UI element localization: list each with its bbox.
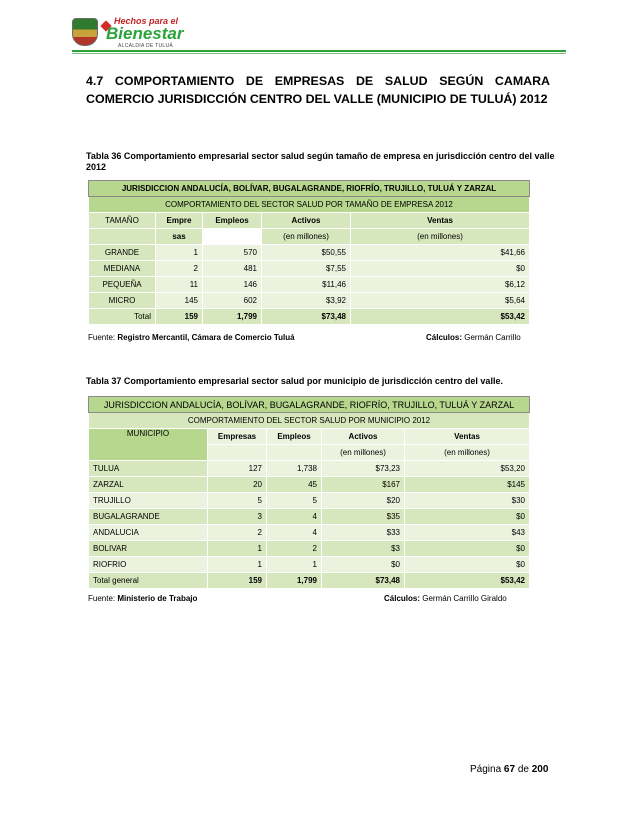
cell-ventas: $43 (405, 525, 530, 541)
cell-empresas: 1 (208, 557, 267, 573)
cell-activos: $7,55 (262, 261, 351, 277)
table-row (89, 245, 530, 261)
cell-empleos: 481 (203, 261, 262, 277)
cell-empleos: 2 (267, 541, 322, 557)
row-label: MEDIANA (89, 261, 156, 277)
source-label: Fuente: (88, 333, 116, 342)
table-row (89, 277, 530, 293)
cell-activos: $73,23 (322, 461, 405, 477)
table36-header-tamano: TAMAÑO (89, 213, 156, 229)
cell-ventas: $30 (405, 493, 530, 509)
row-label: TULUA (89, 461, 208, 477)
total-activos: $73,48 (322, 573, 405, 589)
cell-empleos: 5 (267, 493, 322, 509)
cell-ventas: $0 (405, 557, 530, 573)
cell-empleos: 1,738 (267, 461, 322, 477)
table37-ventas-unit: (en millones) (405, 445, 530, 461)
cell-empresas: 1 (208, 541, 267, 557)
cell-empleos: 45 (267, 477, 322, 493)
source-value: Registro Mercantil, Cámara de Comercio Tuluá (117, 333, 295, 342)
cell-activos: $20 (322, 493, 405, 509)
table36-subtitle: COMPORTAMIENTO DEL SECTOR SALUD POR TAMAÑO DE EMPRESA 2012 (89, 197, 530, 213)
table36-header-activos: Activos (262, 213, 351, 229)
table36-source (88, 333, 295, 342)
cell-activos: $33 (322, 525, 405, 541)
table-row (89, 557, 530, 573)
cell-activos: $3,92 (262, 293, 351, 309)
cell-ventas: $6,12 (351, 277, 530, 293)
page-current: 67 (503, 764, 516, 775)
table36-header-blank (89, 229, 156, 245)
page-of: de (517, 764, 529, 775)
table37-caption: Tabla 37 Comportamiento empresarial sector salud por municipio de jurisdicción centro del valle. (86, 376, 503, 386)
table37-jurisdiction: JURISDICCION ANDALUCÍA, BOLÍVAR, BUGALAGRANDE, RIOFRÍO, TRUJILLO, TULUÁ Y ZARZAL (89, 397, 530, 413)
table37-calc (384, 594, 507, 603)
calc-label: Cálculos: (384, 594, 421, 603)
table36-header-empresas-2: sas (156, 229, 203, 245)
table-total-row (89, 309, 530, 325)
table37-header-empresas: Empresas (208, 429, 267, 445)
table36-header-ventas: Ventas (351, 213, 530, 229)
cell-activos: $0 (322, 557, 405, 573)
table36-activos-unit: (en millones) (262, 229, 351, 245)
table-row (89, 541, 530, 557)
table-row (89, 293, 530, 309)
table36-calc (426, 333, 521, 342)
page-number (470, 764, 548, 775)
table36-caption: Tabla 36 Comportamiento empresarial sector salud según tamaño de empresa en jurisdicción centro del valle 2012 (86, 151, 555, 172)
cell-activos: $50,55 (262, 245, 351, 261)
total-empleos: 1,799 (203, 309, 262, 325)
page-header (72, 12, 182, 48)
cell-activos: $35 (322, 509, 405, 525)
cell-ventas: $0 (405, 509, 530, 525)
cell-empleos: 1 (267, 557, 322, 573)
cell-empleos: 146 (203, 277, 262, 293)
calc-value: Germán Carrillo (464, 333, 521, 342)
table-row (89, 493, 530, 509)
table37-header-blank (208, 445, 267, 461)
table-total-row (89, 573, 530, 589)
table37-subtitle: COMPORTAMIENTO DEL SECTOR SALUD POR MUNICIPIO 2012 (89, 413, 530, 429)
total-ventas: $53,42 (351, 309, 530, 325)
cell-ventas: $145 (405, 477, 530, 493)
calc-label: Cálculos: (426, 333, 463, 342)
source-value: Ministerio de Trabajo (117, 594, 198, 603)
row-label: MICRO (89, 293, 156, 309)
table36 (88, 180, 530, 325)
row-label: BOLIVAR (89, 541, 208, 557)
header-divider (72, 50, 566, 52)
table37-source (88, 594, 197, 603)
table37 (88, 396, 530, 589)
table37-header-activos: Activos (322, 429, 405, 445)
table-row (89, 477, 530, 493)
row-label: RIOFRIO (89, 557, 208, 573)
cell-activos: $11,46 (262, 277, 351, 293)
calc-value: Germán Carrillo Giraldo (422, 594, 507, 603)
municipal-crest-icon (72, 18, 98, 46)
row-label: GRANDE (89, 245, 156, 261)
table37-header-blank-2 (267, 445, 322, 461)
logo-tagline: Hechos para el (114, 16, 179, 26)
cell-activos: $3 (322, 541, 405, 557)
section-title: 4.7 COMPORTAMIENTO DE EMPRESAS DE SALUD SEGÚN CAMARA COMERCIO JURISDICCIÓN CENTRO DEL VALLE (MUNICIPIO DE TULUÁ) 2012 (86, 74, 550, 106)
cell-ventas: $0 (405, 541, 530, 557)
page-total: 200 (531, 764, 549, 775)
table36-ventas-unit: (en millones) (351, 229, 530, 245)
table-row (89, 261, 530, 277)
table-row (89, 509, 530, 525)
table37-header-empleos: Empleos (267, 429, 322, 445)
cell-empresas: 145 (156, 293, 203, 309)
row-label: TRUJILLO (89, 493, 208, 509)
table-row (89, 525, 530, 541)
cell-ventas: $5,64 (351, 293, 530, 309)
cell-empleos: 570 (203, 245, 262, 261)
table36-header-empresas: Empre (156, 213, 203, 229)
table36-header-empleos: Empleos (203, 213, 262, 229)
cell-ventas: $53,20 (405, 461, 530, 477)
table37-header-ventas: Ventas (405, 429, 530, 445)
cell-ventas: $41,66 (351, 245, 530, 261)
row-label: ZARZAL (89, 477, 208, 493)
total-activos: $73,48 (262, 309, 351, 325)
cell-empresas: 20 (208, 477, 267, 493)
cell-empresas: 5 (208, 493, 267, 509)
source-label: Fuente: (88, 594, 116, 603)
total-empresas: 159 (156, 309, 203, 325)
cell-empleos: 4 (267, 509, 322, 525)
cell-empresas: 11 (156, 277, 203, 293)
total-empleos: 1,799 (267, 573, 322, 589)
total-ventas: $53,42 (405, 573, 530, 589)
total-label: Total general (89, 573, 208, 589)
cell-empresas: 127 (208, 461, 267, 477)
table36-jurisdiction: JURISDICCION ANDALUCÍA, BOLÍVAR, BUGALAGRANDE, RIOFRÍO, TRUJILLO, TULUÁ Y ZARZAL (89, 181, 530, 197)
cell-empleos: 602 (203, 293, 262, 309)
cell-ventas: $0 (351, 261, 530, 277)
row-label: BUGALAGRANDE (89, 509, 208, 525)
table37-header-municipio: MUNICIPIO (89, 429, 208, 461)
table36-header-blank-2 (203, 229, 262, 245)
total-label: Total (89, 309, 156, 325)
table37-activos-unit: (en millones) (322, 445, 405, 461)
logo-subtitle: ALCALDIA DE TULUÁ (118, 43, 174, 49)
total-empresas: 159 (208, 573, 267, 589)
row-label: ANDALUCIA (89, 525, 208, 541)
cell-empresas: 3 (208, 509, 267, 525)
cell-activos: $167 (322, 477, 405, 493)
cell-empresas: 1 (156, 245, 203, 261)
header-divider-thin (72, 53, 566, 54)
cell-empresas: 2 (156, 261, 203, 277)
logo-wordmark: Bienestar (106, 24, 184, 43)
page-word: Página (470, 764, 502, 775)
table-row (89, 461, 530, 477)
cell-empleos: 4 (267, 525, 322, 541)
row-label: PEQUEÑA (89, 277, 156, 293)
cell-empresas: 2 (208, 525, 267, 541)
